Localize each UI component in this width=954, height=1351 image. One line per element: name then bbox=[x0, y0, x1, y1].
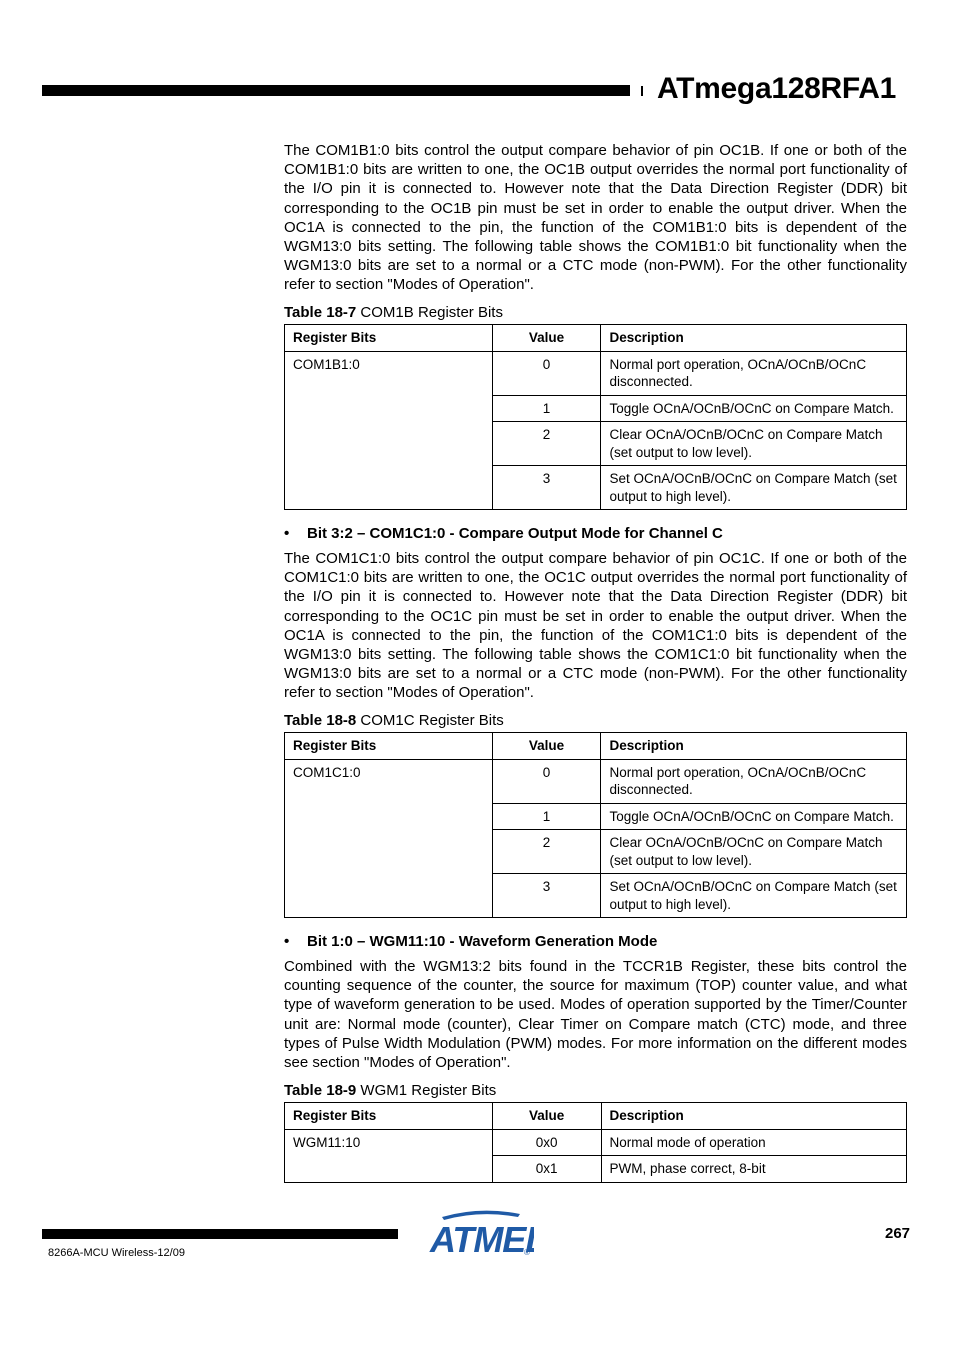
caption-number: Table 18-7 bbox=[284, 304, 357, 321]
logo-lettering: ATME bbox=[430, 1219, 526, 1258]
bullet-wgm-heading bbox=[284, 933, 657, 950]
register-name: COM1B1:0 bbox=[285, 351, 493, 510]
register-name: COM1C1:0 bbox=[285, 759, 493, 918]
table-row bbox=[285, 1129, 907, 1156]
paragraph-text: The COM1B1:0 bits control the output compare behavior of pin OC1B. If one or both of the COM1B1:0 bits are written to one, the OC1B output overrides the normal port functionality of the I/O pin it is connected to. However note that the Data Direction Register (DDR) bit corresponding to the OC1B pin must be set in order to enable the output driver. When the OC1A is connected to the pin, the function of the COM1B1:0 bits is dependent of the WGM13:0 bits setting. The following table shows the COM1B1:0 bit functionality when the WGM13:0 bits are set to a normal or a CTC mode (non-PWM). For the other functionality refer to section "Modes of Operation". bbox=[284, 142, 907, 294]
header-separator bbox=[641, 86, 643, 96]
row-description: Normal mode of operation bbox=[601, 1129, 906, 1156]
row-description: Clear OCnA/OCnB/OCnC on Compare Match (set output to low level). bbox=[601, 830, 907, 874]
header-rule bbox=[42, 85, 630, 96]
row-description: Toggle OCnA/OCnB/OCnC on Compare Match. bbox=[601, 803, 907, 830]
row-value: 0 bbox=[492, 351, 601, 395]
row-description: Normal port operation, OCnA/OCnB/OCnC disconnected. bbox=[601, 351, 907, 395]
row-description: Set OCnA/OCnB/OCnC on Compare Match (set output to high level). bbox=[601, 874, 907, 918]
row-description: PWM, phase correct, 8-bit bbox=[601, 1156, 906, 1183]
row-description: Set OCnA/OCnB/OCnC on Compare Match (set output to high level). bbox=[601, 466, 907, 510]
header-description: Description bbox=[601, 733, 907, 760]
table-18-8-caption bbox=[284, 712, 504, 729]
table-18-7-caption bbox=[284, 304, 503, 321]
row-value: 1 bbox=[492, 395, 601, 422]
svg-text:®: ® bbox=[524, 1248, 530, 1257]
paragraph-wgm bbox=[284, 957, 907, 1072]
bullet-icon: • bbox=[284, 933, 290, 950]
row-value: 0x0 bbox=[492, 1129, 601, 1156]
caption-title: COM1C Register Bits bbox=[356, 712, 504, 729]
bullet-text: Bit 3:2 – COM1C1:0 - Compare Output Mode for Channel C bbox=[307, 525, 723, 542]
row-value: 0x1 bbox=[492, 1156, 601, 1183]
header-description: Description bbox=[601, 1103, 906, 1130]
row-value: 3 bbox=[492, 874, 601, 918]
bullet-icon: • bbox=[284, 525, 290, 542]
atmel-logo-icon bbox=[428, 1208, 534, 1258]
table-header-row bbox=[285, 1103, 907, 1130]
table-header-row bbox=[285, 733, 907, 760]
caption-number: Table 18-9 bbox=[284, 1082, 357, 1099]
caption-number: Table 18-8 bbox=[284, 712, 357, 729]
table-header-row bbox=[285, 325, 907, 352]
register-name: WGM11:10 bbox=[285, 1129, 493, 1182]
row-value: 2 bbox=[492, 422, 601, 466]
table-wgm1-register-bits bbox=[284, 1102, 907, 1183]
table-com1b-register-bits bbox=[284, 324, 907, 510]
footer-rule bbox=[42, 1229, 398, 1239]
header-value: Value bbox=[492, 1103, 601, 1130]
paragraph-text: Combined with the WGM13:2 bits found in the TCCR1B Register, these bits control the counting sequence of the counter, the source for maximum (TOP) counter value, and what type of waveform generation to be used. Modes of operation supported by the Timer/Counter unit are: Normal mode (counter), Clear Timer on Compare match (CTC) mode, and three types of Pulse Width Modulation (PWM) modes. For more information on the different modes see section "Modes of Operation". bbox=[284, 958, 907, 1072]
header-register-bits: Register Bits bbox=[285, 325, 493, 352]
row-description: Toggle OCnA/OCnB/OCnC on Compare Match. bbox=[601, 395, 907, 422]
caption-title: COM1B Register Bits bbox=[356, 304, 503, 321]
page-number: 267 bbox=[885, 1225, 911, 1242]
paragraph-com1c bbox=[284, 549, 907, 703]
row-value: 3 bbox=[492, 466, 601, 510]
document-code: 8266A-MCU Wireless-12/09 bbox=[48, 1247, 185, 1259]
header-register-bits: Register Bits bbox=[285, 733, 493, 760]
atmel-logo bbox=[428, 1208, 534, 1263]
paragraph-text: The COM1C1:0 bits control the output compare behavior of pin OC1C. If one or both of the COM1C1:0 bits are written to one, the OC1C output overrides the normal port functionality of the I/O pin it is connected to. However note that the Data Direction Register (DDR) bit corresponding to the OC1C pin must be set in order to enable the output driver. When the OC1A is connected to the pin, the function of the COM1C1:0 bits is dependent of the WGM13:0 bits setting. The following table shows the COM1C1:0 bit functionality when the WGM13:0 bits are set to a normal or a CTC mode (non-PWM). For the other functionality refer to section "Modes of Operation". bbox=[284, 550, 907, 702]
bullet-text: Bit 1:0 – WGM11:10 - Waveform Generation Mode bbox=[307, 933, 658, 950]
row-value: 0 bbox=[492, 759, 601, 803]
row-description: Normal port operation, OCnA/OCnB/OCnC disconnected. bbox=[601, 759, 907, 803]
header-value: Value bbox=[492, 733, 601, 760]
paragraph-com1b bbox=[284, 141, 907, 295]
header-description: Description bbox=[601, 325, 907, 352]
document-title: ATmega128RFA1 bbox=[657, 72, 896, 105]
bullet-com1c-heading bbox=[284, 525, 723, 542]
caption-title: WGM1 Register Bits bbox=[356, 1082, 497, 1099]
table-row bbox=[285, 351, 907, 395]
table-com1c-register-bits bbox=[284, 732, 907, 918]
header-value: Value bbox=[492, 325, 601, 352]
header-register-bits: Register Bits bbox=[285, 1103, 493, 1130]
table-row bbox=[285, 759, 907, 803]
row-description: Clear OCnA/OCnB/OCnC on Compare Match (set output to low level). bbox=[601, 422, 907, 466]
table-18-9-caption bbox=[284, 1082, 496, 1099]
row-value: 2 bbox=[492, 830, 601, 874]
row-value: 1 bbox=[492, 803, 601, 830]
